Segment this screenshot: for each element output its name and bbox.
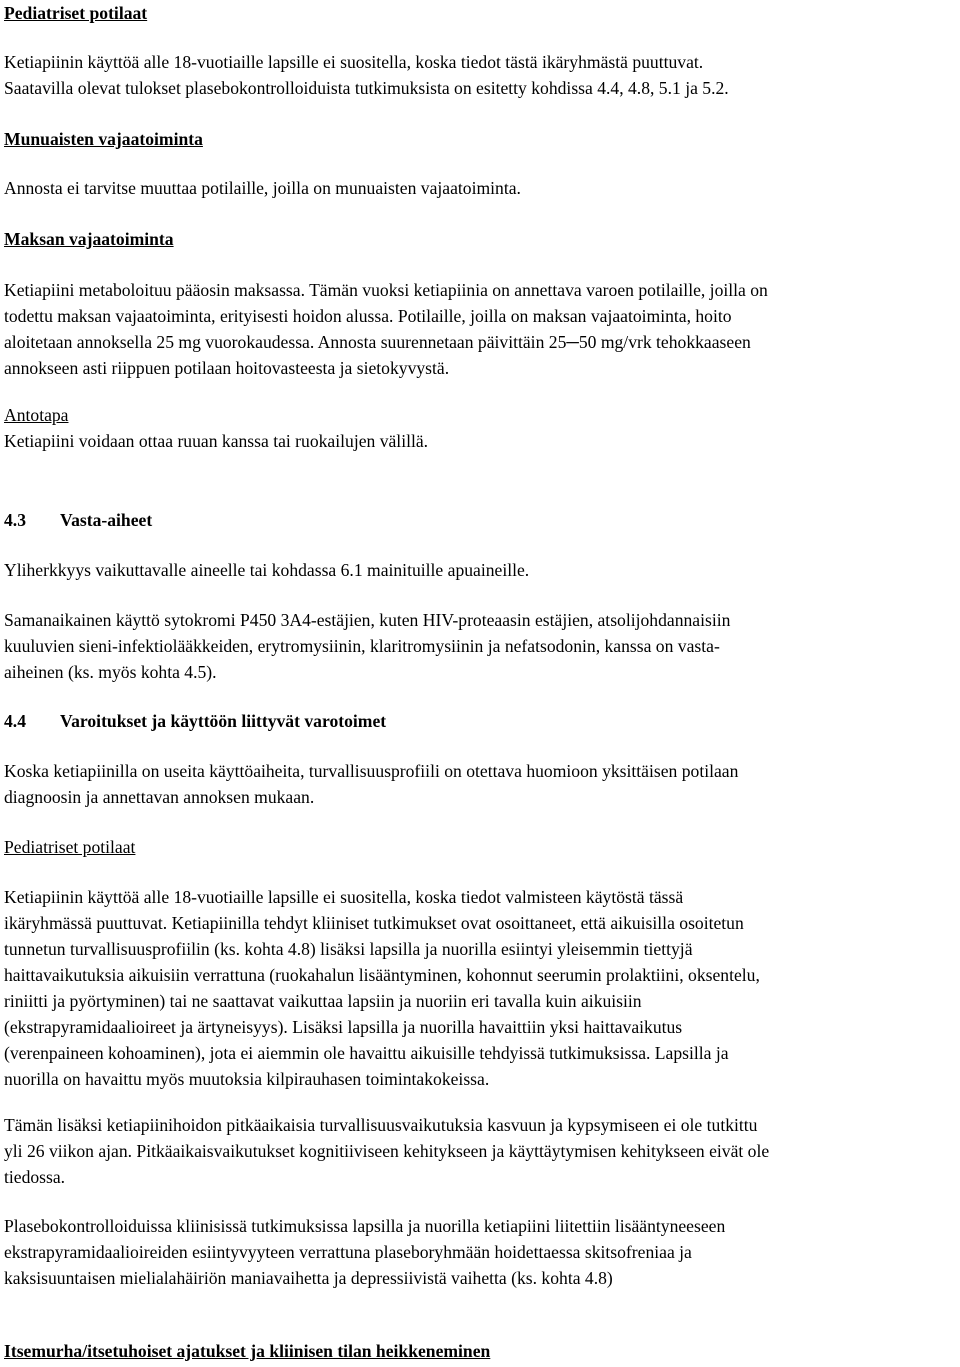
section-number: 4.3 <box>4 510 26 530</box>
text-line: kuuluvien sieni-infektiolääkkeiden, erytromysiinin, klaritromysiinin ja nefatsodonin, kanssa on vasta- <box>4 636 720 656</box>
contraindication-paragraph-2 <box>4 607 956 685</box>
section-4-4-heading <box>4 708 956 734</box>
text-line: todettu maksan vajaatoiminta, erityisesti hoidon alussa. Potilaille, joilla on maksan vajaatoiminta, hoito <box>4 306 732 326</box>
administration-paragraph <box>4 428 956 454</box>
text-line: ikäryhmässä puuttuvat. Ketiapiinilla tehdyt kliiniset tutkimukset ovat osoittaneet, että aikuisilla osoitetun <box>4 913 744 933</box>
pediatric-heading-1: Pediatriset potilaat <box>4 3 148 23</box>
text-line: Ketiapiini voidaan ottaa ruuan kanssa tai ruokailujen välillä. <box>4 431 429 451</box>
section-title: Vasta-aiheet <box>60 510 153 530</box>
text-line: aloitetaan annoksella 25 mg vuorokaudessa. Annosta suurennetaan päivittäin 25─50 mg/vrk tehokkaaseen <box>4 332 751 352</box>
section-number: 4.4 <box>4 711 26 731</box>
text-line: (verenpaineen kohoaminen), jota ei aiemmin ole havaittu aikuisille tehdyissä tutkimuksissa. Lapsilla ja <box>4 1043 729 1063</box>
hepatic-heading: Maksan vajaatoiminta <box>4 229 174 249</box>
text-line: Ketiapiinin käyttöä alle 18-vuotiaille lapsille ei suositella, koska tiedot tästä ikäryhmästä puuttuvat. <box>4 52 704 72</box>
suicide-heading: Itsemurha/itsetuhoiset ajatukset ja kliinisen tilan heikkeneminen <box>4 1341 491 1361</box>
section-title: Varoitukset ja käyttöön liittyvät varotoimet <box>60 711 387 731</box>
administration-heading: Antotapa <box>4 405 69 425</box>
text-line: diagnoosin ja annettavan annoksen mukaan. <box>4 787 315 807</box>
renal-heading: Munuaisten vajaatoiminta <box>4 129 203 149</box>
hepatic-paragraph <box>4 277 956 381</box>
text-line: Ketiapiini metaboloituu pääosin maksassa. Tämän vuoksi ketiapiinia on annettava varoen potilaille, joilla on <box>4 280 768 300</box>
warnings-paragraph-2 <box>4 884 956 1092</box>
text-line: Tämän lisäksi ketiapiinihoidon pitkäaikaisia turvallisuusvaikutuksia kasvuun ja kypsymiseen ei ole tutkittu <box>4 1115 758 1135</box>
text-line: riniitti ja pyörtyminen) tai ne saattavat vaikuttaa lapsiin ja nuoriin eri tavalla kuin aikuisiin <box>4 991 642 1011</box>
renal-paragraph <box>4 175 956 201</box>
text-line: annokseen asti riippuen potilaan hoitovasteesta ja sietokyvystä. <box>4 358 450 378</box>
text-line: nuorilla on havaittu myös muutoksia kilpirauhasen toimintakokeissa. <box>4 1069 490 1089</box>
pediatric-heading-2: Pediatriset potilaat <box>4 837 136 857</box>
contraindication-paragraph-1 <box>4 557 956 583</box>
text-line: yli 26 viikon ajan. Pitkäaikaisvaikutukset kognitiiviseen kehitykseen ja käyttäytymisen kehitykseen eivät ole <box>4 1141 770 1161</box>
text-line: haittavaikutuksia aikuisiin verrattuna (ruokahalun lisääntyminen, kohonnut seerumin prolaktiini, oksentelu, <box>4 965 760 985</box>
text-line: aiheinen (ks. myös kohta 4.5). <box>4 662 217 682</box>
warnings-paragraph-4 <box>4 1213 956 1291</box>
text-line: Annosta ei tarvitse muuttaa potilaille, joilla on munuaisten vajaatoiminta. <box>4 178 521 198</box>
text-line: kaksisuuntaisen mielialahäiriön maniavaihetta ja depressiivistä vaihetta (ks. kohta 4.8) <box>4 1268 613 1288</box>
pediatric-paragraph-1 <box>4 49 956 101</box>
text-line: Plasebokontrolloiduissa kliinisissä tutkimuksissa lapsilla ja nuorilla ketiapiini liitettiin lisääntyneeseen <box>4 1216 726 1236</box>
text-line: Yliherkkyys vaikuttavalle aineelle tai kohdassa 6.1 mainituille apuaineille. <box>4 560 530 580</box>
warnings-paragraph-1 <box>4 758 956 810</box>
text-line: Koska ketiapiinilla on useita käyttöaiheita, turvallisuusprofiili on otettava huomioon yksittäisen potilaan <box>4 761 739 781</box>
text-line: Samanaikainen käyttö sytokromi P450 3A4-estäjien, kuten HIV-proteaasin estäjien, atsolijohdannaisiin <box>4 610 731 630</box>
text-line: tiedossa. <box>4 1167 66 1187</box>
section-4-3-heading <box>4 507 956 533</box>
text-line: Ketiapiinin käyttöä alle 18-vuotiaille lapsille ei suositella, koska tiedot valmisteen käytöstä tässä <box>4 887 684 907</box>
warnings-paragraph-3 <box>4 1112 956 1190</box>
text-line: tunnetun turvallisuusprofiilin (ks. kohta 4.8) lisäksi lapsilla ja nuorilla esiintyi yleisemmin tiettyjä <box>4 939 693 959</box>
text-line: ekstrapyramidaalioireiden esiintyvyyteen verrattuna plaseboryhmään hoidettaessa skitsofreniaa ja <box>4 1242 692 1262</box>
text-line: (ekstrapyramidaalioireet ja ärtyneisyys). Lisäksi lapsilla ja nuorilla havaittiin yksi haittavaikutus <box>4 1017 683 1037</box>
text-line: Saatavilla olevat tulokset plasebokontrolloiduista tutkimuksista on esitetty kohdissa 4.4, 4.8, 5.1 ja 5.2. <box>4 78 729 98</box>
